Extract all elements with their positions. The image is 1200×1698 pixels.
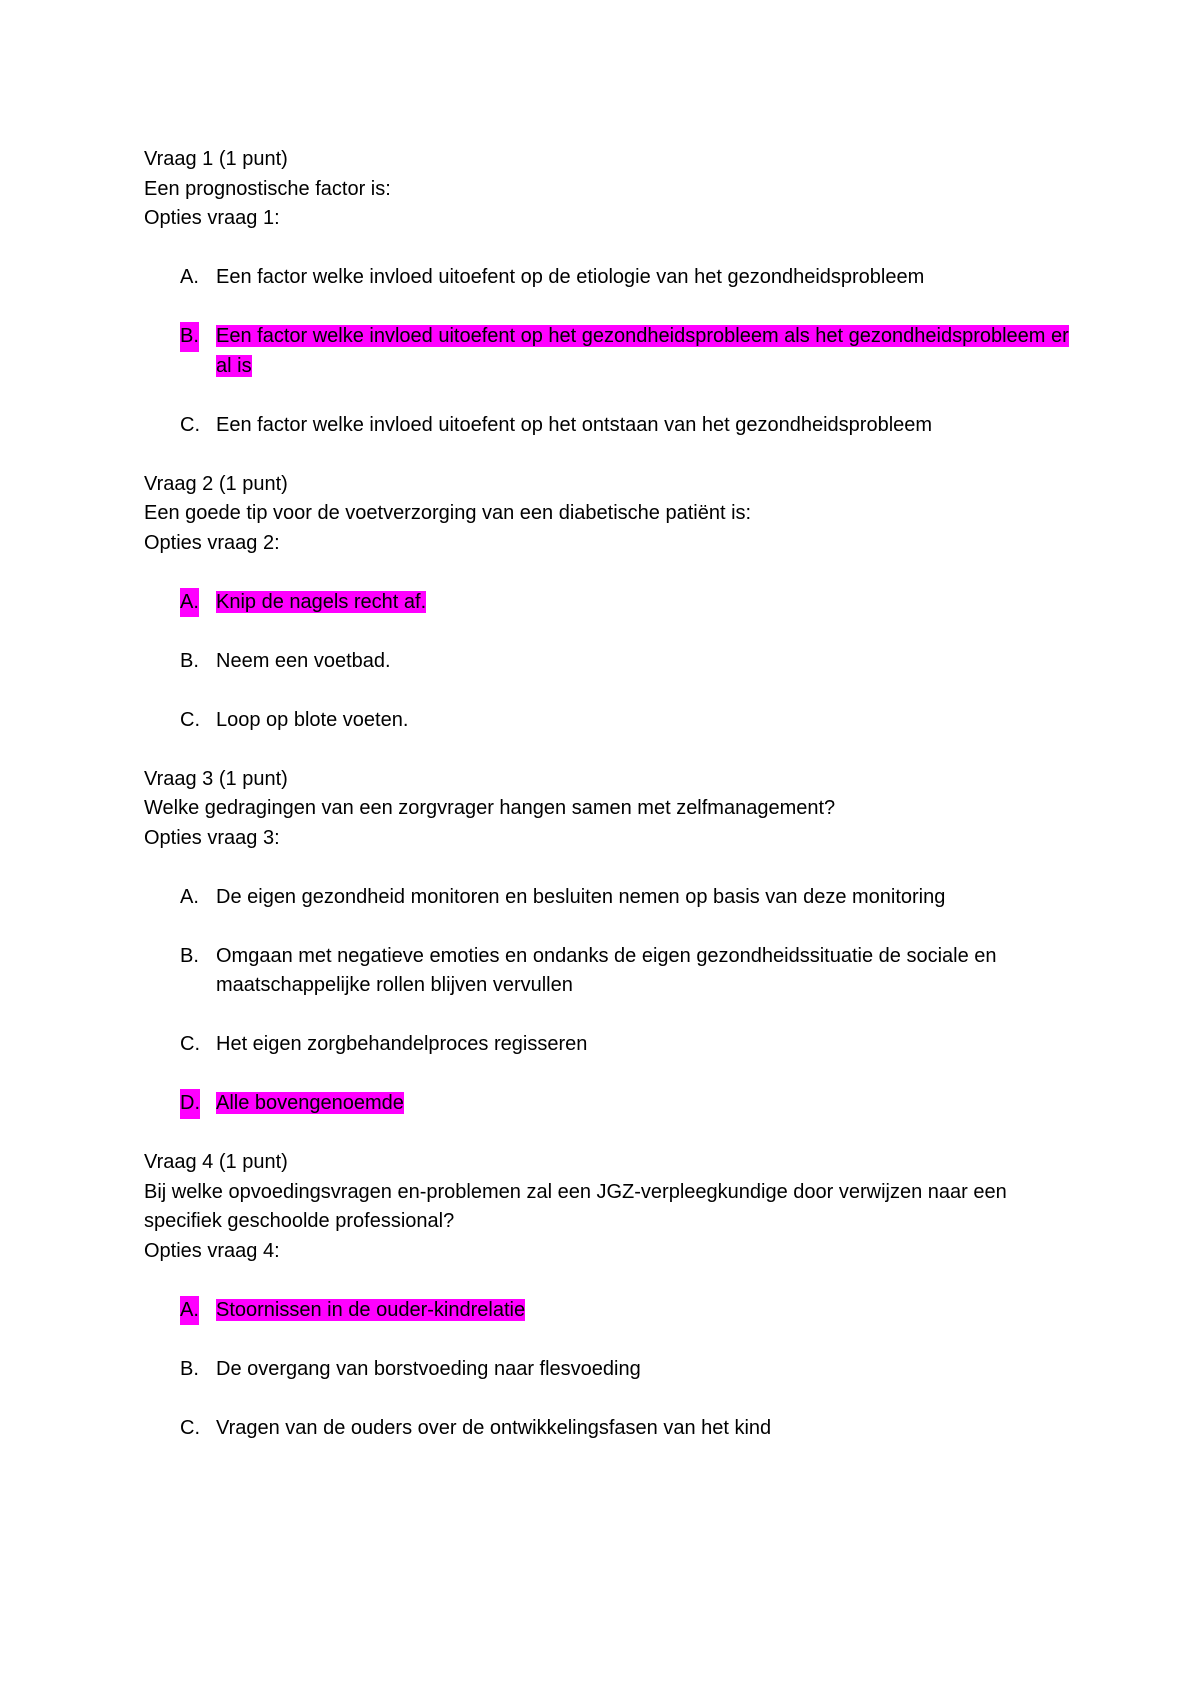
option-item-highlighted	[144, 1089, 1074, 1119]
option-text: Een factor welke invloed uitoefent op de etiologie van het gezondheidsprobleem	[216, 266, 925, 288]
option-item-highlighted	[144, 588, 1074, 618]
option-text: De eigen gezondheid monitoren en besluiten nemen op basis van deze monitoring	[216, 885, 946, 908]
option-item	[144, 263, 1074, 293]
option-letter: C.	[180, 708, 200, 731]
option-letter: D.	[180, 1089, 200, 1119]
option-list	[144, 588, 1074, 736]
question-block	[144, 1148, 1074, 1443]
option-item-highlighted	[144, 322, 1074, 381]
option-letter: A.	[180, 266, 199, 288]
question-block	[144, 470, 1074, 736]
option-letter: C.	[180, 413, 200, 436]
question-text: Welke gedragingen van een zorgvrager hangen samen met zelfmanagement?	[144, 797, 836, 819]
option-list	[144, 1296, 1074, 1444]
option-item	[144, 1355, 1074, 1385]
option-text: Alle bovengenoemde	[216, 1092, 404, 1114]
question-block	[144, 145, 1074, 440]
option-list	[144, 883, 1074, 1119]
options-label: Opties vraag 2:	[144, 531, 280, 554]
option-text: De overgang van borstvoeding naar flesvoeding	[216, 1357, 641, 1380]
options-label: Opties vraag 3:	[144, 826, 280, 849]
option-text: Knip de nagels recht af.	[216, 590, 427, 613]
option-item	[144, 1414, 1074, 1444]
question-title: Vraag 4 (1 punt)	[144, 1151, 288, 1173]
option-item	[144, 1030, 1074, 1060]
question-text: Een goede tip voor de voetverzorging van een diabetische patiënt is:	[144, 502, 752, 524]
option-text: Een factor welke invloed uitoefent op het ontstaan van het gezondheidsprobleem	[216, 413, 933, 436]
option-list	[144, 263, 1074, 440]
option-item	[144, 706, 1074, 736]
option-item-highlighted	[144, 1296, 1074, 1326]
question-title: Vraag 1 (1 punt)	[144, 148, 288, 170]
options-label: Opties vraag 1:	[144, 207, 280, 229]
option-item	[144, 883, 1074, 913]
option-letter: C.	[180, 1416, 200, 1439]
option-item	[144, 942, 1074, 1001]
option-letter: B.	[180, 322, 199, 352]
question-title: Vraag 2 (1 punt)	[144, 472, 288, 495]
question-title: Vraag 3 (1 punt)	[144, 767, 288, 790]
option-text: Vragen van de ouders over de ontwikkelingsfasen van het kind	[216, 1416, 772, 1439]
option-item	[144, 647, 1074, 677]
option-letter: A.	[180, 588, 199, 618]
option-text: Omgaan met negatieve emoties en ondanks de eigen gezondheidssituatie de sociale en maatschappelijke rollen blijven vervullen	[216, 944, 997, 996]
question-text: Een prognostische factor is:	[144, 177, 391, 200]
option-letter: B.	[180, 944, 199, 967]
options-label: Opties vraag 4:	[144, 1239, 280, 1262]
option-text: Loop op blote voeten.	[216, 708, 409, 731]
option-text: Een factor welke invloed uitoefent op het gezondheidsprobleem als het gezondheidsprobleem er al is	[216, 325, 1069, 377]
option-letter: C.	[180, 1033, 200, 1055]
option-text: Neem een voetbad.	[216, 649, 391, 672]
question-text: Bij welke opvoedingsvragen en-problemen zal een JGZ-verpleegkundige door verwijzen naar een specifiek geschoolde professional?	[144, 1180, 1007, 1232]
option-item	[144, 411, 1074, 441]
option-letter: A.	[180, 885, 199, 908]
option-letter: B.	[180, 1357, 199, 1380]
option-text: Stoornissen in de ouder-kindrelatie	[216, 1298, 526, 1321]
option-letter: B.	[180, 649, 199, 672]
option-text: Het eigen zorgbehandelproces regisseren	[216, 1033, 588, 1055]
document-page	[144, 145, 1074, 1443]
option-letter: A.	[180, 1296, 199, 1326]
question-block	[144, 765, 1074, 1119]
